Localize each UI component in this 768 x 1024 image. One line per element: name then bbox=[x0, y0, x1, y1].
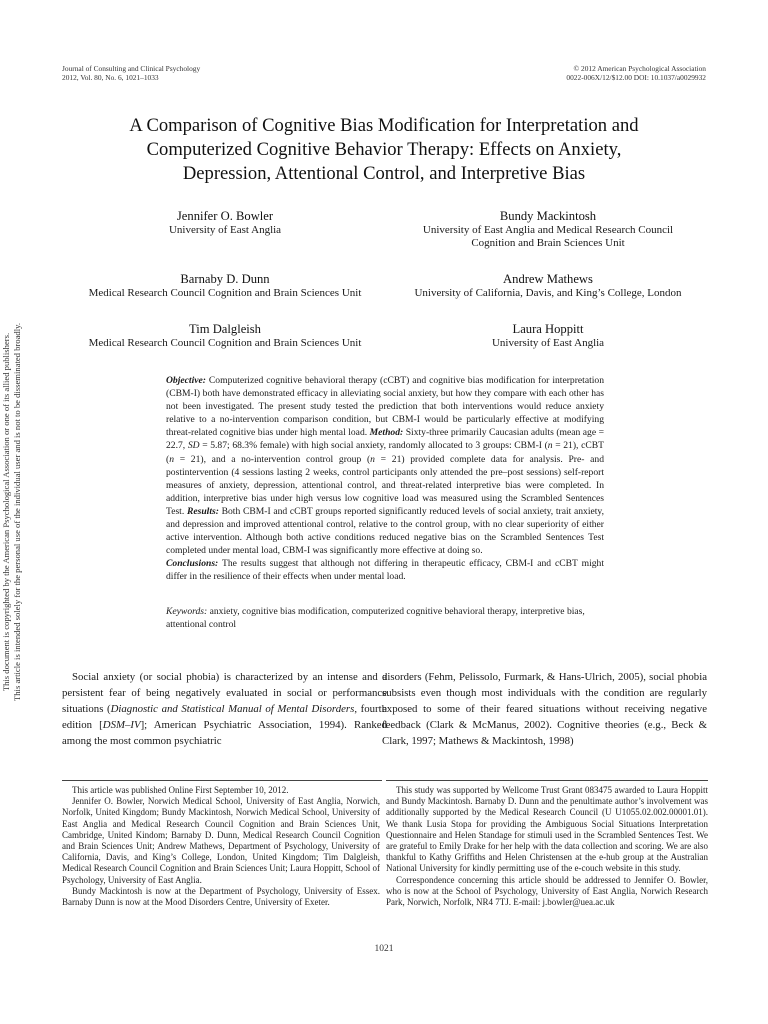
body-text: Social anxiety (or social phobia) is characterized by an intense and a persistent fear of being negatively evaluated in social or performance situations ( bbox=[62, 671, 387, 715]
author-block bbox=[52, 272, 398, 300]
body-text: ]; American Psychiatric Association, 1994). Ranked among the most common psychiatric bbox=[62, 719, 387, 747]
keywords-text: anxiety, cognitive bias modification, computerized cognitive behavioral therapy, interpretive bias, attentional control bbox=[166, 606, 585, 631]
side-notice-line-2: This article is intended solely for the personal use of the individual user and is not to be disseminated broadly. bbox=[12, 323, 22, 701]
body-text: , fourth edition [ bbox=[62, 703, 387, 731]
method-text: = 21), cCBT ( bbox=[166, 440, 604, 465]
n-label: n bbox=[370, 453, 375, 465]
footnote-paragraph: Jennifer O. Bowler, Norwich Medical School, University of East Anglia, Norwich, Norfolk, United Kingdom; Bundy Mackintosh, Norwich Medical School, University of East Anglia and Medical Research Council Cognition and Brain Sciences Unit, Cambridge, United Kindom; Barnaby D. Dunn, Medical Research Council Cognition and Brain Sciences Unit; Andrew Mathews, Department of Psychology, University of California, Davis, and King’s College, London, United Kingdom; Tim Dalgleish, Medical Research Council Cognition and Brain Sciences Unit; Laura Hoppitt, School of Psychology, University of East Anglia. bbox=[62, 796, 380, 885]
body-right-column bbox=[382, 669, 707, 749]
page-number: 1021 bbox=[374, 944, 394, 954]
author-block bbox=[60, 209, 390, 237]
author-name: Laura Hoppitt bbox=[512, 322, 584, 336]
method-text: = 21) provided complete data for analysis. Pre- and postintervention (4 sessions lasting 2 weeks, control participants only attended the pre–post sessions) self-report measures of anxiety, depression, attentional control, and threat-related interpretive bias were completed. In addition, interpretive bias under high versus low cognitive load was measured using the Scrambled Sentences Test. bbox=[166, 453, 604, 517]
abstract bbox=[166, 374, 604, 584]
title-line-3: Depression, Attentional Control, and Interpretive Bias bbox=[182, 163, 586, 184]
article-title bbox=[60, 114, 708, 186]
dsm-abbreviation: DSM–IV bbox=[102, 719, 141, 731]
author-block bbox=[390, 272, 706, 300]
method-label: Method: bbox=[369, 427, 404, 439]
keywords bbox=[166, 605, 604, 631]
journal-issue: 2012, Vol. 80, No. 6, 1021–1033 bbox=[62, 73, 159, 82]
n-label: n bbox=[169, 453, 174, 465]
keywords-label: Keywords: bbox=[166, 606, 208, 617]
author-name: Jennifer O. Bowler bbox=[176, 209, 274, 223]
method-text: = 21), and a no-intervention control group ( bbox=[174, 453, 371, 465]
footnote-paragraph: Correspondence concerning this article should be addressed to Jennifer O. Bowler, who is now at the School of Psychology, University of East Anglia, Norwich Research Park, Norwich, Norfolk, NR4 7TJ. E-mail: j.bowler@uea.ac.uk bbox=[386, 874, 708, 908]
method-text: = 5.87; 68.3% female) with high social anxiety, randomly allocated to 3 groups: CBM-I ( bbox=[199, 440, 548, 452]
author-affiliation: University of East Anglia and Medical Research Council bbox=[422, 224, 674, 236]
author-affiliation: Medical Research Council Cognition and Brain Sciences Unit bbox=[88, 287, 362, 299]
footnote-paragraph: This study was supported by Wellcome Trust Grant 083475 awarded to Laura Hoppitt and Bundy Mackintosh. Barnaby D. Dunn and the penultimate author’s involvement was additionally supported by the Medical Research Council (U U1055.02.002.00001.01). We thank Lusia Stopa for providing the Ambiguous Social Situations Interpretation Questionnaire and Helen Standage for stimuli used in the Scrambled Sentences Test. We are grateful to Emily Drake for her help with the data collection and scoring. We are also thankful to Kathy Griffiths and Helen Christensen at the e-hub group at the Australian National University for kindly permitting use of the e-couch website in this study. bbox=[386, 785, 708, 874]
footnote-paragraph: This article was published Online First September 10, 2012. bbox=[72, 785, 289, 795]
author-name: Bundy Mackintosh bbox=[499, 209, 597, 223]
results-text: Both CBM-I and cCBT groups reported significantly reduced levels of social anxiety, trait anxiety, and depression and improved attentional control, relative to the control group, with no clear superiority of either active intervention. Although both active conditions reduced negative bias on the Scrambled Sentences Test completed under mental load, CBM-I was significantly more effective at doing so. bbox=[166, 505, 604, 557]
copyright-line: © 2012 American Psychological Association bbox=[573, 64, 706, 73]
author-affiliation: University of East Anglia bbox=[491, 337, 605, 349]
footnote-paragraph: Bundy Mackintosh is now at the Department of Psychology, University of Essex. Barnaby Dunn is now at the Mood Disorders Centre, University of Exeter. bbox=[62, 885, 380, 908]
author-affiliation: Cognition and Brain Sciences Unit bbox=[471, 237, 625, 249]
n-label: n bbox=[547, 440, 553, 452]
author-block bbox=[390, 209, 706, 250]
copyright-side-notice bbox=[2, 212, 22, 812]
author-block bbox=[390, 322, 706, 350]
footnote-rule-left bbox=[62, 780, 382, 781]
doi-line: 0022-006X/12/$12.00 DOI: 10.1037/a0029932 bbox=[566, 73, 706, 82]
conclusions-label: Conclusions: bbox=[166, 558, 219, 570]
author-name: Barnaby D. Dunn bbox=[180, 272, 270, 286]
objective-label: Objective: bbox=[166, 375, 206, 386]
author-name: Tim Dalgleish bbox=[189, 322, 261, 336]
conclusions-text: The results suggest that although not differing in therapeutic efficacy, CBM-I and cCBT might differ in the resilience of their effects when under mental load. bbox=[166, 558, 604, 583]
footnotes-left bbox=[62, 785, 380, 908]
title-line-2: Computerized Cognitive Behavior Therapy: Effects on Anxiety, bbox=[146, 139, 622, 160]
journal-name: Journal of Consulting and Clinical Psychology bbox=[62, 64, 201, 73]
title-line-1: A Comparison of Cognitive Bias Modification for Interpretation and bbox=[129, 115, 639, 136]
footnote-rule-right bbox=[386, 780, 708, 781]
author-affiliation: University of California, Davis, and King’s College, London bbox=[414, 287, 682, 299]
sd-label: SD bbox=[187, 440, 200, 452]
results-label: Results: bbox=[186, 505, 219, 517]
side-notice-line-1: This document is copyrighted by the American Psychological Association or one of its allied publishers. bbox=[1, 332, 11, 692]
body-left-column bbox=[62, 669, 387, 749]
author-affiliation: Medical Research Council Cognition and Brain Sciences Unit bbox=[88, 337, 362, 349]
author-affiliation: University of East Anglia bbox=[168, 224, 282, 236]
footnotes-right bbox=[386, 785, 708, 908]
author-name: Andrew Mathews bbox=[503, 272, 593, 286]
dsm-title: Diagnostic and Statistical Manual of Mental Disorders bbox=[110, 703, 355, 715]
method-text: Sixty-three primarily Caucasian adults (mean age = 22.7, bbox=[166, 427, 605, 452]
body-text: disorders (Fehm, Pelissolo, Furmark, & Hans-Ulrich, 2005), social phobia subsists even though most individuals with the condition are regularly exposed to some of their feared situations without receiving negative feedback (Clark & McManus, 2002). Cognitive theories (e.g., Beck & Clark, 1997; Mathews & Mackintosh, 1998) bbox=[382, 671, 707, 747]
objective-text: Computerized cognitive behavioral therapy (cCBT) and cognitive bias modification for interpretation (CBM-I) both have demonstrated efficacy in alleviating social anxiety, but how they compare with each other has not been investigated. The present study tested the prediction that both interventions would reduce anxiety relative to a no-intervention comparison condition, but CBM-I would be particularly effective at modifying threat-related cognitive bias under high mental load. bbox=[166, 375, 604, 439]
author-block bbox=[52, 322, 398, 350]
